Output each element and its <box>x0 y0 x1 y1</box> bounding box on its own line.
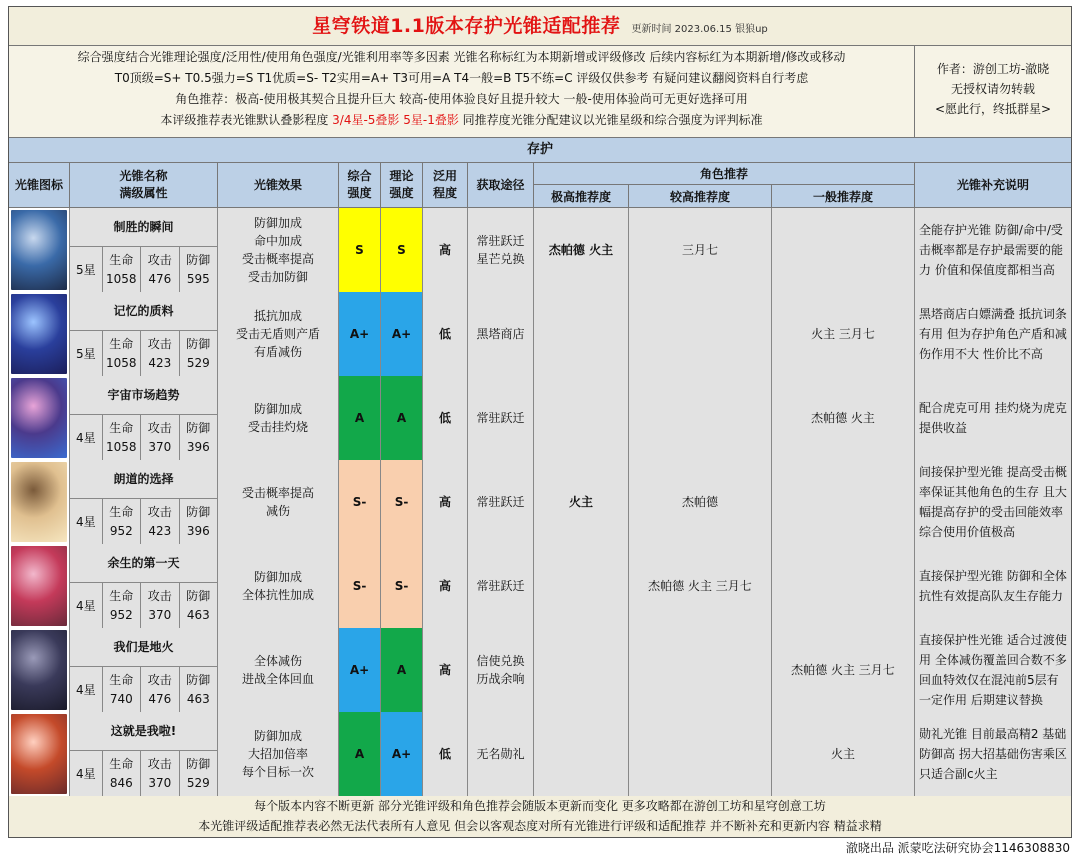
cone-name-cell <box>70 544 218 628</box>
acquire-cell <box>468 544 534 628</box>
acquire-line: 星芒兑换 <box>476 252 525 266</box>
cone-note: 直接保护性光锥 适合过渡使用 全体减伤覆盖回合数不多 回血特效仅在混沌前5层有一定作用 后期建议替换 <box>919 633 1067 707</box>
role-low: 火主 <box>772 712 915 796</box>
legend-line-2: T0顶级=S+ T0.5强力=S T1优质=S- T2实用=A+ T3可用=A T4一般=B T5不练=C 评级仅供参考 有疑问建议翻阅资料自行考虑 <box>114 71 809 85</box>
acquire-line: 历战余响 <box>476 672 525 686</box>
atk-value: 423 <box>148 523 172 538</box>
cone-name-cell <box>70 208 218 292</box>
theory-grade: A+ <box>381 712 423 796</box>
def-value: 396 <box>186 523 210 538</box>
def-value: 529 <box>186 775 210 790</box>
usage-level: 高 <box>423 544 468 628</box>
def-stat <box>180 247 217 292</box>
cone-thumbnail-icon <box>11 462 67 542</box>
def-stat <box>180 415 217 460</box>
legend-line-3: 角色推荐：极高-使用极其契合且提升巨大 较高-使用体验良好且提升较大 一般-使用体验尚可无更好选择可用 <box>175 92 748 106</box>
header-effect: 光锥效果 <box>218 163 339 207</box>
role-mid <box>629 712 772 796</box>
acquire-cell <box>468 208 534 292</box>
table-row <box>9 292 1071 377</box>
theory-grade: S- <box>381 544 423 628</box>
cone-name-cell <box>70 628 218 712</box>
author-line-1: 作者：游创工坊-澈晓 <box>936 62 1050 76</box>
def-stat <box>180 331 217 376</box>
table-row <box>9 544 1071 629</box>
cone-thumbnail-icon <box>11 630 67 710</box>
def-label: 防御 <box>186 420 211 435</box>
cone-name-cell <box>70 376 218 460</box>
hp-value: 1058 <box>106 271 137 286</box>
hp-stat <box>103 415 141 460</box>
role-high <box>534 712 629 796</box>
cone-stats <box>70 751 217 796</box>
cone-image-cell <box>9 292 70 376</box>
effect-line: 每个目标一次 <box>241 765 314 779</box>
atk-stat <box>141 247 179 292</box>
effect-cell <box>218 376 339 460</box>
cone-name: 这就是我啦! <box>70 712 217 751</box>
theory-grade: S <box>381 208 423 292</box>
role-mid <box>629 292 772 376</box>
update-note: 更新时间 2023.06.15 银狼up <box>631 24 768 35</box>
effect-line: 进战全体回血 <box>241 672 314 686</box>
def-value: 595 <box>186 271 210 286</box>
header-usage-1: 泛用 <box>432 169 457 183</box>
header-usage-2: 程度 <box>432 186 457 200</box>
cone-thumbnail-icon <box>11 294 67 374</box>
acquire-cell <box>468 376 534 460</box>
hp-value: 1058 <box>106 439 137 454</box>
footer <box>9 796 1071 837</box>
overall-grade: A <box>339 376 381 460</box>
header-name-2: 满级属性 <box>119 186 168 200</box>
hp-stat <box>103 583 141 628</box>
legend-line-4-a: 本评级推荐表光锥默认叠影程度 <box>160 113 333 127</box>
atk-stat <box>141 331 179 376</box>
hp-label: 生命 <box>109 672 134 687</box>
sheet-frame <box>8 6 1072 838</box>
hp-label: 生命 <box>109 336 134 351</box>
role-low: 杰帕德 火主 三月七 <box>772 628 915 712</box>
def-label: 防御 <box>186 672 211 687</box>
role-mid: 杰帕德 <box>629 460 772 544</box>
cone-image-cell <box>9 460 70 544</box>
hp-stat <box>103 667 141 712</box>
effect-line: 防御加成 <box>253 216 302 230</box>
header-role-high: 极高推荐度 <box>534 185 629 207</box>
cone-stats <box>70 499 217 544</box>
cone-stats <box>70 583 217 628</box>
atk-stat <box>141 667 179 712</box>
section-title: 存护 <box>9 138 1071 163</box>
acquire-line: 常驻跃迁 <box>476 495 525 509</box>
effect-line: 全体抗性加成 <box>241 588 314 602</box>
cone-note: 勋礼光锥 目前最高精2 基础防御高 拐大招基础伤害乘区 只适合副c火主 <box>919 727 1067 781</box>
footer-line-2: 本光锥评级适配推荐表必然无法代表所有人意见 但会以客观态度对所有光锥进行评级和适配推荐 并不断补充和更新内容 精益求精 <box>198 819 882 833</box>
role-mid: 杰帕德 火主 三月七 <box>629 544 772 628</box>
acquire-cell <box>468 628 534 712</box>
cone-stats <box>70 247 217 292</box>
table-row <box>9 712 1071 797</box>
header-role: 角色推荐 <box>534 163 915 185</box>
effect-line: 受击无盾则产盾 <box>235 327 320 341</box>
cone-star: 5星 <box>70 331 103 376</box>
role-mid: 三月七 <box>629 208 772 292</box>
effect-line: 受击概率提高 <box>241 486 314 500</box>
acquire-line: 黑塔商店 <box>476 327 525 341</box>
cone-name-cell <box>70 460 218 544</box>
cone-name: 余生的第一天 <box>70 544 217 583</box>
acquire-cell <box>468 460 534 544</box>
cone-name: 我们是地火 <box>70 628 217 667</box>
hp-value: 952 <box>109 523 133 538</box>
atk-value: 370 <box>148 439 172 454</box>
hp-stat <box>103 499 141 544</box>
table-row <box>9 208 1071 293</box>
effect-line: 防御加成 <box>253 570 302 584</box>
atk-value: 423 <box>148 355 172 370</box>
header-note: 光锥补充说明 <box>956 177 1029 192</box>
def-value: 396 <box>186 439 210 454</box>
theory-grade: A <box>381 376 423 460</box>
header-name-1: 光锥名称 <box>119 169 168 183</box>
usage-level: 低 <box>423 376 468 460</box>
cone-star: 4星 <box>70 583 103 628</box>
cone-name: 记忆的质料 <box>70 292 217 331</box>
def-label: 防御 <box>186 336 211 351</box>
author-line-2: 无授权请勿转载 <box>950 82 1035 96</box>
usage-level: 高 <box>423 208 468 292</box>
credit: 澈晓出品 派蒙吃法研究协会1146308830 <box>845 841 1070 855</box>
table-header <box>9 163 1071 208</box>
acquire-cell <box>468 712 534 796</box>
cone-stats <box>70 667 217 712</box>
role-high <box>534 544 629 628</box>
usage-level: 高 <box>423 460 468 544</box>
header-overall-2: 强度 <box>347 186 372 200</box>
def-stat <box>180 667 217 712</box>
overall-grade: S- <box>339 460 381 544</box>
usage-level: 低 <box>423 292 468 376</box>
cone-thumbnail-icon <box>11 210 67 290</box>
role-low: 杰帕德 火主 <box>772 376 915 460</box>
cone-name: 制胜的瞬间 <box>70 208 217 247</box>
legend-line-4 <box>9 110 914 130</box>
usage-level: 高 <box>423 628 468 712</box>
effect-line: 有盾减伤 <box>253 345 302 359</box>
cone-star: 4星 <box>70 751 103 796</box>
effect-line: 受击挂灼烧 <box>247 420 308 434</box>
header-name <box>70 163 218 207</box>
acquire-line: 常驻跃迁 <box>476 411 525 425</box>
role-mid <box>629 628 772 712</box>
cone-thumbnail-icon <box>11 378 67 458</box>
acquire-cell <box>468 292 534 376</box>
cone-note: 配合虎克可用 挂灼烧为虎克提供收益 <box>919 401 1067 435</box>
overall-grade: A <box>339 712 381 796</box>
table-row <box>9 460 1071 545</box>
def-value: 463 <box>186 691 210 706</box>
def-label: 防御 <box>186 252 211 267</box>
hp-label: 生命 <box>109 588 134 603</box>
cone-star: 4星 <box>70 415 103 460</box>
effect-cell <box>218 712 339 796</box>
cone-image-cell <box>9 544 70 628</box>
def-value: 463 <box>186 607 210 622</box>
header-acquire: 获取途径 <box>468 163 534 207</box>
hp-value: 740 <box>109 691 133 706</box>
header-usage <box>423 163 468 207</box>
effect-cell <box>218 292 339 376</box>
header-theory <box>381 163 423 207</box>
theory-grade: S- <box>381 460 423 544</box>
def-stat <box>180 751 217 796</box>
atk-value: 476 <box>148 691 172 706</box>
effect-line: 防御加成 <box>253 729 302 743</box>
role-mid <box>629 376 772 460</box>
hp-label: 生命 <box>109 420 134 435</box>
hp-value: 846 <box>109 775 133 790</box>
hp-stat <box>103 331 141 376</box>
effect-cell <box>218 460 339 544</box>
cone-name: 宇宙市场趋势 <box>70 376 217 415</box>
atk-label: 攻击 <box>147 756 172 771</box>
effect-line: 大招加倍率 <box>247 747 308 761</box>
def-label: 防御 <box>186 588 211 603</box>
effect-cell <box>218 544 339 628</box>
usage-level: 低 <box>423 712 468 796</box>
header-theory-1: 理论 <box>389 169 414 183</box>
legend-line-1: 综合强度结合光锥理论强度/泛用性/使用角色强度/光锥利用率等多因素 光锥名称标红为本期新增或评级修改 后续内容标红为本期新增/修改或移动 <box>77 50 846 64</box>
theory-grade: A+ <box>381 292 423 376</box>
role-low: 火主 三月七 <box>772 292 915 376</box>
cone-star: 4星 <box>70 667 103 712</box>
acquire-line: 常驻跃迁 <box>476 579 525 593</box>
cone-note: 间接保护型光锥 提高受击概率保证其他角色的生存 且大幅提高存护的受击回能效率 综合使用价值极高 <box>919 465 1067 539</box>
hp-stat <box>103 247 141 292</box>
author-line-3: <愿此行，终抵群星> <box>934 102 1052 116</box>
def-label: 防御 <box>186 756 211 771</box>
cone-name: 朗道的选择 <box>70 460 217 499</box>
cone-thumbnail-icon <box>11 546 67 626</box>
table-row <box>9 628 1071 713</box>
def-value: 529 <box>186 355 210 370</box>
effect-line: 命中加成 <box>253 234 302 248</box>
effect-cell <box>218 628 339 712</box>
atk-label: 攻击 <box>147 504 172 519</box>
cone-name-cell <box>70 292 218 376</box>
atk-stat <box>141 751 179 796</box>
hp-value: 1058 <box>106 355 137 370</box>
role-low <box>772 208 915 292</box>
legend-line-4-red: 3/4星-5叠影 5星-1叠影 <box>332 113 459 127</box>
acquire-line: 常驻跃迁 <box>476 234 525 248</box>
header-theory-2: 强度 <box>389 186 414 200</box>
def-stat <box>180 583 217 628</box>
atk-label: 攻击 <box>147 672 172 687</box>
cone-note: 直接保护型光锥 防御和全体抗性有效提高队友生存能力 <box>919 569 1067 603</box>
cone-name-cell <box>70 712 218 796</box>
atk-stat <box>141 583 179 628</box>
effect-line: 受击概率提高 <box>241 252 314 266</box>
cone-image-cell <box>9 376 70 460</box>
cone-thumbnail-icon <box>11 714 67 794</box>
def-stat <box>180 499 217 544</box>
role-high <box>534 376 629 460</box>
atk-label: 攻击 <box>147 336 172 351</box>
hp-stat <box>103 751 141 796</box>
cone-note: 全能存护光锥 防御/命中/受击概率都是存护最需要的能力 价值和保值度都相当高 <box>919 223 1064 277</box>
effect-line: 减伤 <box>265 504 290 518</box>
header-role-mid: 较高推荐度 <box>629 185 772 207</box>
header-overall <box>339 163 381 207</box>
cone-stats <box>70 415 217 460</box>
cone-star: 4星 <box>70 499 103 544</box>
atk-label: 攻击 <box>147 252 172 267</box>
footer-line-1: 每个版本内容不断更新 部分光锥评级和角色推荐会随版本更新而变化 更多攻略都在游创工坊和星穹创意工坊 <box>254 799 826 813</box>
hp-label: 生命 <box>109 756 134 771</box>
cone-note: 黑塔商店白嫖满叠 抵抗词条有用 但为存护角色产盾和减伤作用不大 性价比不高 <box>919 307 1067 361</box>
theory-grade: A <box>381 628 423 712</box>
atk-value: 476 <box>148 271 172 286</box>
info-area <box>9 46 1071 138</box>
page-title: 星穹铁道1.1版本存护光锥适配推荐 <box>312 15 621 37</box>
atk-stat <box>141 415 179 460</box>
effect-line: 受击加防御 <box>247 270 308 284</box>
overall-grade: A+ <box>339 292 381 376</box>
cone-image-cell <box>9 628 70 712</box>
atk-value: 370 <box>148 607 172 622</box>
overall-grade: A+ <box>339 628 381 712</box>
rating-legend <box>9 46 915 137</box>
hp-label: 生命 <box>109 252 134 267</box>
atk-label: 攻击 <box>147 420 172 435</box>
atk-label: 攻击 <box>147 588 172 603</box>
header-role-low: 一般推荐度 <box>772 185 915 207</box>
overall-grade: S <box>339 208 381 292</box>
acquire-line: 无名勋礼 <box>476 747 525 761</box>
effect-cell <box>218 208 339 292</box>
cone-star: 5星 <box>70 247 103 292</box>
role-high <box>534 628 629 712</box>
hp-label: 生命 <box>109 504 134 519</box>
overall-grade: S- <box>339 544 381 628</box>
effect-line: 防御加成 <box>253 402 302 416</box>
effect-line: 全体减伤 <box>253 654 302 668</box>
cone-image-cell <box>9 208 70 292</box>
acquire-line: 信使兑换 <box>476 654 525 668</box>
effect-line: 抵抗加成 <box>253 309 302 323</box>
role-high: 杰帕德 火主 <box>534 208 629 292</box>
hp-value: 952 <box>109 607 133 622</box>
title-bar <box>9 7 1071 46</box>
legend-line-4-b: 同推荐度光锥分配建议以光锥星级和综合强度为评判标准 <box>458 113 763 127</box>
author-box <box>915 46 1071 137</box>
role-high <box>534 292 629 376</box>
role-high: 火主 <box>534 460 629 544</box>
header-icon: 光锥图标 <box>9 163 70 207</box>
cone-image-cell <box>9 712 70 796</box>
role-low <box>772 544 915 628</box>
atk-stat <box>141 499 179 544</box>
table-row <box>9 376 1071 461</box>
def-label: 防御 <box>186 504 211 519</box>
role-low <box>772 460 915 544</box>
cone-stats <box>70 331 217 376</box>
atk-value: 370 <box>148 775 172 790</box>
header-overall-1: 综合 <box>347 169 372 183</box>
